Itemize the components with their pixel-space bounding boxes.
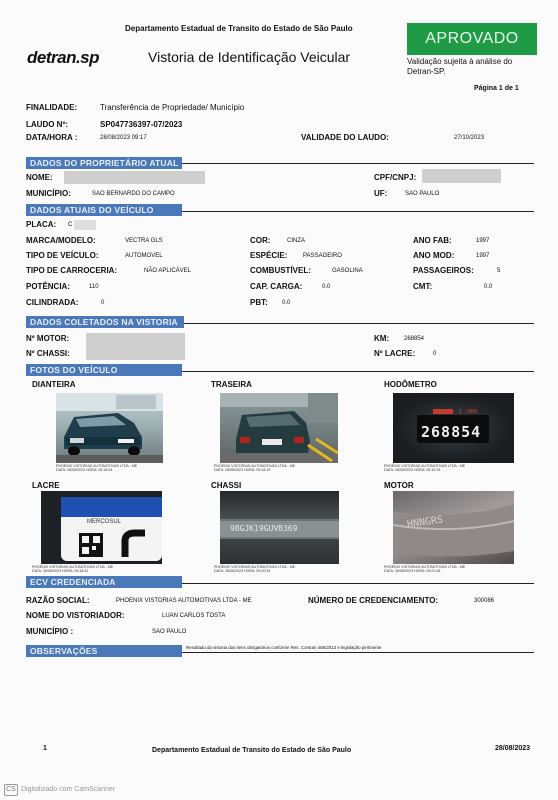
combustivel-value: GASOLINA [332,268,363,274]
photo-rear-caption-1: PHOENIX VISTORIAS AUTOMOTIVAS LTDA - ME [214,464,296,468]
section-ecv-rule [182,583,534,584]
credenciamento-label: NÚMERO DE CREDENCIAMENTO: [308,596,439,605]
section-ecv: ECV CREDENCIADA [26,576,182,588]
cmt-value: 0.0 [484,284,493,290]
photo-label-motor: MOTOR [384,481,414,490]
ecv-municipio-value: SAO PAULO [152,629,187,635]
tipo-label: TIPO DE VEÍCULO: [26,251,99,260]
section-collected: DADOS COLETADOS NA VISTORIA [26,316,184,328]
tipo-value: AUTOMOVEL [125,253,163,259]
datahora-label: DATA/HORA : [26,133,78,142]
carroceria-value: NÃO APLICÁVEL [144,268,192,274]
validation-note-2: Detran-SP. [407,67,446,76]
photo-chassis-caption-2: DATA: 28/08/2023 HORA: 09:20:34 [214,569,271,573]
nome-label: NOME: [26,173,53,182]
potencia-label: POTÊNCIA: [26,282,70,291]
razao-value: PHOENIX VISTORIAS AUTOMOTIVAS LTDA - ME [116,598,252,604]
pbt-label: PBT: [250,298,268,307]
lacre-value: 0 [433,351,437,357]
page-label: Página 1 de 1 [474,85,519,92]
owner-municipio-label: MUNICÍPIO: [26,189,71,198]
section-owner: DADOS DO PROPRIETÁRIO ATUAL [26,157,182,169]
razao-label: RAZÃO SOCIAL: [26,596,90,605]
section-observacoes-rule [182,652,534,653]
cor-value: CINZA [287,238,305,244]
uf-label: UF: [374,189,388,198]
section-vehicle: DADOS ATUAIS DO VEÍCULO [26,204,182,216]
combustivel-label: COMBUSTÍVEL: [250,266,311,275]
nome-redacted [64,171,205,184]
photo-label-traseira: TRASEIRA [211,380,252,389]
laudo-label: LAUDO Nº: [26,120,69,129]
cor-label: COR: [250,236,271,245]
lacre-label: Nº LACRE: [374,349,416,358]
cilindrada-label: CILINDRADA: [26,298,79,307]
anofab-label: ANO FAB: [413,236,452,245]
placa-label: PLACA: [26,220,57,229]
laudo-value: SP047736397-07/2023 [100,120,183,129]
ecv-municipio-label: MUNICÍPIO : [26,627,74,636]
photo-label-dianteira: DIANTEIRA [32,380,76,389]
validade-value: 27/10/2023 [454,135,485,141]
vistoriador-label: NOME DO VISTORIADOR: [26,611,125,620]
photo-engine[interactable] [393,491,514,564]
photo-label-chassi: CHASSI [211,481,242,490]
svg-text:1 /800: 1 /800 [459,409,478,415]
photo-chassis-caption-1: PHOENIX VISTORIAS AUTOMOTIVAS LTDA - ME [214,565,296,569]
photo-engine-caption-2: DATA: 28/08/2023 HORA: 09:21:08 [384,569,441,573]
anomod-label: ANO MOD: [413,251,455,260]
photo-odometer-caption-2: DATA: 28/08/2023 HORA: 09:19:14 [384,468,441,472]
passageiros-label: PASSAGEIROS: [413,266,474,275]
photo-odometer[interactable] [393,393,514,463]
detran-logo: detran.sp [27,48,100,67]
km-value: 268854 [404,336,425,342]
cpf-label: CPF/CNPJ: [374,173,417,182]
photo-rear-caption-2: DATA: 28/08/2023 HORA: 09:18:19 [214,468,271,472]
section-photos-rule [182,371,534,372]
photo-odometer-caption-1: PHOENIX VISTORIAS AUTOMOTIVAS LTDA - ME [384,464,466,468]
document-title: Vistoria de Identificação Veicular [148,49,351,65]
photo-label-lacre: LACRE [32,481,60,490]
cpf-redacted [422,169,501,183]
camscanner-icon: CS [4,784,18,796]
section-observacoes: OBSERVAÇÕES [26,645,182,657]
cilindrada-value: 0 [101,300,105,306]
capcarga-value: 0.0 [322,284,331,290]
section-photos: FOTOS DO VEÍCULO [26,364,182,376]
footer-page-number: 1 [43,745,47,752]
capcarga-label: CAP. CARGA: [250,282,303,291]
uf-value: SAO PAULO [405,191,440,197]
pbt-value: 0.0 [282,300,291,306]
odometer-reading: 268854 [421,423,482,441]
especie-label: ESPÉCIE: [250,251,288,260]
motor-stamp: HNNGRS [406,514,444,531]
especie-value: PASSAGEIRO [303,253,342,259]
photo-front-caption-2: DATA: 28/08/2023 HORA: 09:18:04 [56,468,113,472]
validation-note-1: Validação sujeita à análise do [407,57,513,66]
vistoriador-value: LUAN CARLOS TOSTA [162,613,226,619]
section-collected-rule [184,323,534,324]
placa-value: C [68,222,73,228]
plate-mercosul-text: MERCOSUL [87,519,122,525]
chassis-stamp: 9BGJK19GUVB369 [230,524,298,533]
carroceria-label: TIPO DE CARROCERIA: [26,266,118,275]
photo-front-caption-1: PHOENIX VISTORIAS AUTOMOTIVAS LTDA - ME [56,464,138,468]
photo-rear[interactable] [220,393,338,463]
chassi-label: Nº CHASSI: [26,349,70,358]
placa-redacted [74,220,96,230]
photo-seal[interactable] [41,491,162,564]
credenciamento-value: 300086 [474,598,495,604]
footer-department: Departamento Estadual de Transito do Estado de São Paulo [152,747,352,754]
observacoes-text: Resultado da vistoria dos itens obrigatórios conforme Res. Contran 466/2013 e legislação pertinente [186,645,382,650]
marca-value: VECTRA GLS [125,238,163,244]
finalidade-value: Transferência de Propriedade/ Município [100,103,245,112]
passageiros-value: 5 [497,268,501,274]
anomod-value: 1997 [476,253,490,259]
owner-municipio-value: SAO BERNARDO DO CAMPO [92,191,175,197]
approved-badge: APROVADO [407,23,537,55]
photo-label-hodometro: HODÔMETRO [384,380,437,389]
potencia-value: 110 [89,284,99,290]
anofab-value: 1997 [476,238,490,244]
photo-front[interactable] [56,393,163,463]
photo-seal-caption-1: PHOENIX VISTORIAS AUTOMOTIVAS LTDA - ME [32,565,114,569]
photo-chassis[interactable] [220,491,339,564]
photo-engine-caption-1: PHOENIX VISTORIAS AUTOMOTIVAS LTDA - ME [384,565,466,569]
motor-label: Nº MOTOR: [26,334,70,343]
section-vehicle-rule [182,211,534,212]
marca-label: MARCA/MODELO: [26,236,96,245]
camscanner-text: Digitalizado com CamScanner [21,786,116,793]
datahora-value: 28/08/2023 09:17 [100,135,147,141]
footer-date: 28/08/2023 [495,745,531,752]
cmt-label: CMT: [413,282,433,291]
photo-seal-caption-2: DATA: 28/08/2023 HORA: 09:18:42 [32,569,89,573]
section-owner-rule [182,163,534,164]
header-department: Departamento Estadual de Transito do Estado de São Paulo [125,24,353,33]
motor-chassi-redacted [86,333,185,360]
validade-label: VALIDADE DO LAUDO: [301,133,389,142]
km-label: KM: [374,334,390,343]
finalidade-label: FINALIDADE: [26,103,78,112]
